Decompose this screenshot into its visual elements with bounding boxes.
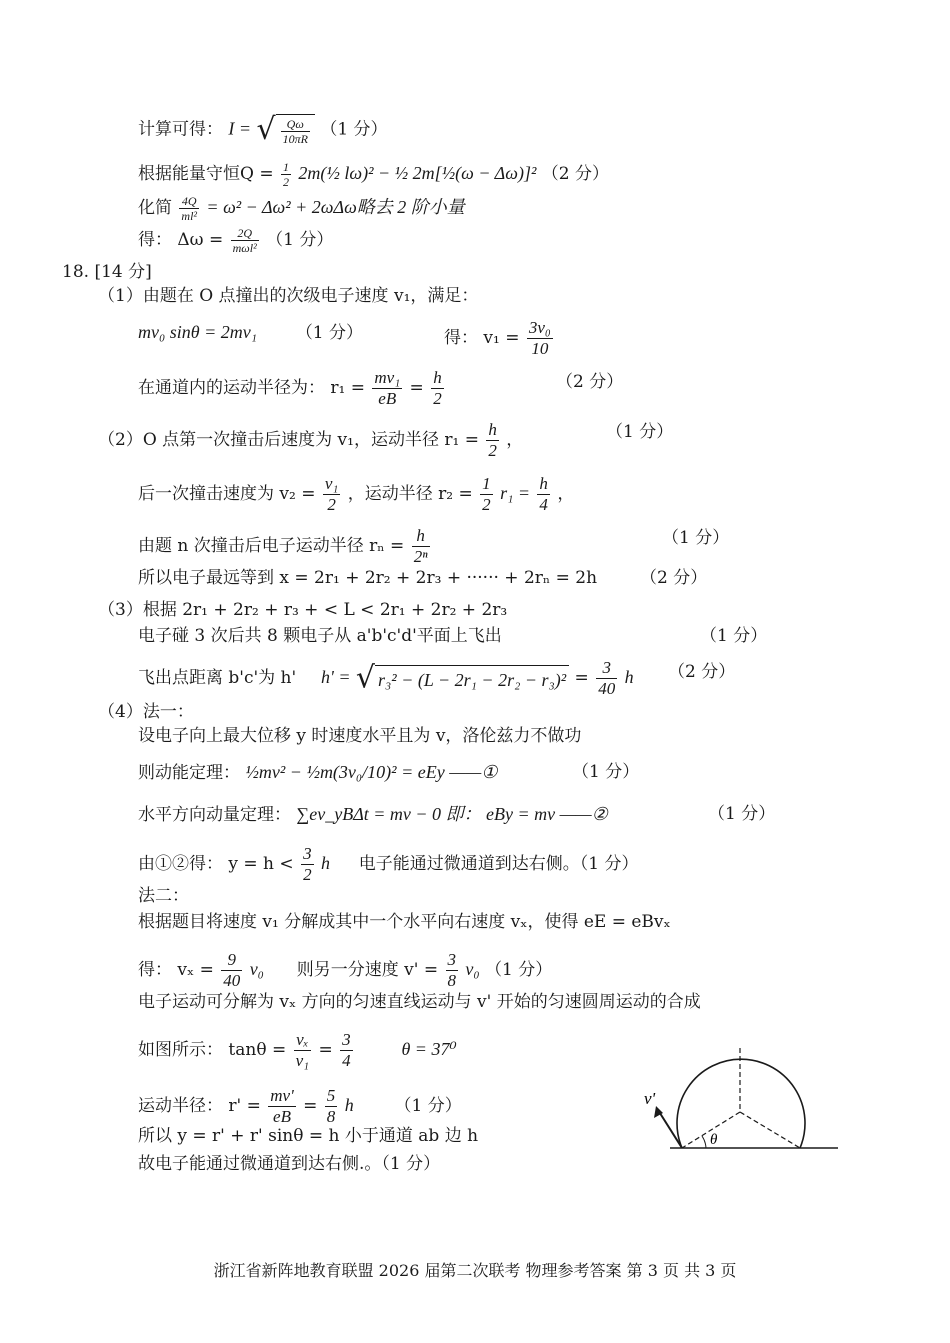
- num: 3: [342, 1030, 351, 1049]
- text: ，: [557, 484, 575, 504]
- text: 运动半径： r' =: [138, 1096, 261, 1116]
- q18-p1-eq1: [138, 320, 363, 345]
- text: 电子碰 3 次后共 8 颗电子从 a'b'c'd'平面上飞出: [138, 626, 502, 646]
- num: 2Q: [231, 226, 259, 241]
- frac: [221, 950, 242, 991]
- q18-m2-title: [138, 884, 189, 908]
- p17-line-1: [138, 114, 388, 146]
- text: 根据能量守恒Q =: [138, 164, 274, 184]
- q18-m2-l6: [138, 1124, 478, 1148]
- text: 根据题目将速度 v₁ 分解成其中一个水平向右速度 vₓ，使得 eE = eBvₓ: [138, 912, 671, 932]
- theta-label: θ: [710, 1132, 718, 1148]
- text: 飞出点距离 b'c'为 h': [138, 668, 297, 688]
- formula: 2m(½ lω)² − ½ 2m[½(ω − Δω)]²: [298, 163, 537, 183]
- formula: h' =: [321, 667, 351, 687]
- den: v₁: [295, 1051, 310, 1070]
- frac: [268, 1086, 295, 1127]
- q18-p1-radius: [138, 368, 446, 409]
- q18-p1-result: [444, 318, 555, 359]
- score: （2 分）: [556, 372, 624, 392]
- den: eB: [378, 389, 397, 408]
- frac: [372, 368, 402, 409]
- score: （1 分）: [320, 119, 388, 140]
- text: ，运动半径 r₂ =: [347, 484, 473, 504]
- q18-p2-l4-score: [640, 566, 707, 590]
- q18-m2-l2: [138, 950, 552, 991]
- den: 2ⁿ: [413, 547, 428, 566]
- frac: [301, 844, 314, 885]
- num: h: [433, 368, 442, 387]
- score: （1 分）: [708, 804, 776, 824]
- text: 故电子能通过微通道到达右侧.。（1 分）: [138, 1154, 441, 1174]
- sqrt-num: Qω: [281, 117, 310, 132]
- den: 8: [326, 1107, 336, 1126]
- q18-p4-l1: [98, 700, 194, 724]
- text: （3）根据 2r₁ + 2r₂ + r₃ + < L < 2r₁ + 2r₂ + 2r₃: [98, 600, 508, 620]
- den: mωl²: [232, 241, 257, 255]
- num: 3: [447, 950, 456, 969]
- text: 18. [14 分]: [62, 262, 152, 282]
- text: 如图所示： tanθ =: [138, 1040, 287, 1060]
- den: 2: [488, 441, 497, 460]
- p17-line-4: [138, 226, 333, 255]
- q18-p3-l1: [98, 598, 507, 622]
- q18-header: [62, 260, 152, 284]
- q18-p3-l3: [138, 658, 634, 699]
- frac: [340, 1030, 353, 1071]
- q18-p3-l2: [138, 624, 502, 648]
- q18-p4-l3-score: [572, 760, 639, 784]
- frac: [412, 526, 430, 567]
- score: （1 分）: [572, 762, 640, 782]
- text: 则动能定理：: [138, 763, 240, 783]
- text: 电子运动可分解为 vₓ 方向的匀速直线运动与 v' 开始的匀速圆周运动的合成: [138, 992, 701, 1012]
- score: （2 分）: [640, 568, 708, 588]
- q18-p4-l4: [138, 802, 608, 827]
- text: 则另一分速度 v' =: [296, 960, 439, 980]
- frac: [323, 474, 340, 515]
- frac: [231, 226, 259, 255]
- frac: [179, 194, 199, 223]
- num: 3: [303, 844, 312, 863]
- den: 4: [539, 495, 548, 514]
- text: 所以 y = r' + r' sinθ = h 小于通道 ab 边 h: [138, 1126, 479, 1146]
- sqrt-den: 10πR: [282, 132, 308, 146]
- den: ml²: [181, 209, 198, 223]
- text: （2）O 点第一次撞击后速度为 v₁，运动半径 r₁ =: [98, 430, 479, 450]
- frac: [431, 368, 444, 409]
- q18-m2-l4: [138, 1030, 457, 1071]
- frac: [527, 318, 553, 359]
- q18-p4-l5: [138, 844, 639, 885]
- formula: ∑ev_yBΔt = mv − 0 即： eBy = mv ——②: [296, 804, 608, 824]
- score: （2 分）: [541, 164, 609, 184]
- text: 设电子向上最大位移 y 时速度水平且为 v，洛伦兹力不做功: [138, 726, 582, 746]
- q18-p4-l3: [138, 760, 497, 785]
- circle-arc: [677, 1059, 805, 1148]
- text: 得： v₁ =: [444, 328, 520, 348]
- q18-p4-l2: [138, 724, 581, 748]
- formula: v₀: [465, 959, 480, 979]
- eq: =: [318, 1040, 333, 1060]
- q18-m2-l3: [138, 990, 701, 1014]
- num: h: [539, 474, 548, 493]
- theta-arc: [702, 1136, 706, 1148]
- q18-p2-l2: [138, 474, 574, 515]
- den: 40: [598, 679, 616, 698]
- eq: =: [303, 1096, 318, 1116]
- frac: [480, 474, 493, 515]
- formula: ½mv² − ½m(3v₀/10)² = eEy ——①: [245, 762, 498, 782]
- text: ，: [506, 430, 524, 450]
- score: （2 分）: [668, 662, 736, 682]
- text: 在通道内的运动半径为： r₁ =: [138, 378, 365, 398]
- num: 3v₀: [528, 318, 551, 337]
- q18-p2-l3-score: [662, 526, 729, 550]
- formula: h: [344, 1095, 354, 1115]
- q18-p3-l2-score: [700, 624, 767, 648]
- dashed-right: [740, 1112, 800, 1148]
- text: 所以电子最远等到 x = 2r₁ + 2r₂ + 2r₃ + ······ + 2rₙ = 2h: [138, 568, 598, 588]
- frac: [537, 474, 550, 515]
- page-footer: [0, 1258, 950, 1281]
- text: 由①②得： y = h <: [138, 854, 294, 874]
- sqrt: √ $\frac{Q\omega}{10\pi R}$: [256, 114, 314, 146]
- q18-m2-l5: [138, 1086, 462, 1127]
- q18-p1-intro: [98, 284, 478, 308]
- text: 由题 n 次撞击后电子运动半径 rₙ =: [138, 536, 405, 556]
- q18-p1-radius-score: [556, 370, 623, 394]
- den: 2: [303, 865, 312, 884]
- eq: =: [409, 378, 424, 398]
- text: 电子能通过微通道到达右侧。（1 分）: [358, 854, 639, 874]
- v-prime-label: v': [644, 1089, 656, 1108]
- den: 40: [223, 971, 241, 990]
- frac: [325, 1086, 338, 1127]
- score: （1 分）: [606, 422, 674, 442]
- num: 5: [326, 1086, 336, 1105]
- frac: [596, 658, 617, 699]
- formula: mv₀ sinθ = 2mv₁: [138, 322, 257, 342]
- text: 法二：: [138, 886, 189, 906]
- text: 水平方向动量定理：: [138, 805, 291, 825]
- frac: [294, 1030, 311, 1071]
- num: mv₁: [374, 368, 401, 387]
- sqrt: √ r₃² − (L − 2r₁ − 2r₂ − r₃)²: [356, 665, 569, 692]
- score: （1 分）: [295, 323, 364, 343]
- velocity-arrow: [658, 1110, 682, 1148]
- formula: h: [624, 667, 634, 687]
- num: mv': [270, 1086, 294, 1105]
- q18-p2-l4: [138, 566, 597, 590]
- q18-m2-l7: [138, 1152, 440, 1176]
- p17-line-3: [138, 194, 465, 223]
- num: 9: [221, 950, 242, 971]
- num: v₁: [324, 474, 339, 493]
- den: eB: [273, 1107, 291, 1126]
- text: 后一次撞击速度为 v₂ =: [138, 484, 316, 504]
- score: （1 分）: [662, 528, 730, 548]
- formula: = ω² − Δω² + 2ωΔω略去 2 阶小量: [206, 197, 465, 217]
- text: 化简: [138, 198, 172, 218]
- q18-p2-l1-score: [606, 420, 673, 444]
- eq: =: [574, 668, 589, 688]
- text: （1）由题在 O 点撞出的次级电子速度 v₁，满足：: [98, 286, 479, 306]
- den: 8: [447, 971, 456, 990]
- num: h: [412, 526, 430, 547]
- den: 4: [342, 1051, 351, 1070]
- formula: I =: [228, 118, 252, 139]
- formula: θ = 37⁰: [401, 1039, 457, 1059]
- sqrt-body: r₃² − (L − 2r₁ − 2r₂ − r₃)²: [375, 665, 569, 692]
- score: （1 分）: [485, 960, 553, 980]
- score: （1 分）: [266, 230, 334, 250]
- den: 2: [327, 495, 336, 514]
- den: 2: [482, 495, 491, 514]
- text: 计算可得：: [138, 119, 223, 140]
- frac-half: $\frac{1}{2}$: [283, 160, 289, 189]
- num: 1: [482, 474, 491, 493]
- formula: r₁ =: [500, 483, 530, 503]
- circle-diagram: [630, 1030, 850, 1160]
- q18-p2-l1: [98, 420, 523, 461]
- q18-p4-l4-score: [708, 802, 775, 826]
- text: （4）法一：: [98, 702, 194, 722]
- score: （1 分）: [700, 626, 768, 646]
- text: 得： Δω =: [138, 230, 224, 250]
- footer-text: 浙江省新阵地教育联盟 2026 届第二次联考 物理参考答案 第 3 页 共 3 页: [213, 1261, 737, 1280]
- q18-p3-l3-score: [668, 660, 735, 684]
- num: h: [488, 420, 497, 439]
- num: 3: [596, 658, 617, 679]
- den: 2: [433, 389, 442, 408]
- q18-p2-l3: [138, 526, 432, 567]
- num: 4Q: [179, 194, 199, 209]
- text: 得： vₓ =: [138, 960, 214, 980]
- frac: [486, 420, 499, 461]
- frac: [446, 950, 459, 991]
- q18-m2-l1: [138, 910, 671, 934]
- p17-line-2: [138, 160, 609, 189]
- num: vₓ: [294, 1030, 311, 1051]
- den: 10: [531, 339, 549, 358]
- formula: h: [320, 853, 330, 873]
- score: （1 分）: [394, 1096, 462, 1116]
- formula: v₀: [249, 959, 264, 979]
